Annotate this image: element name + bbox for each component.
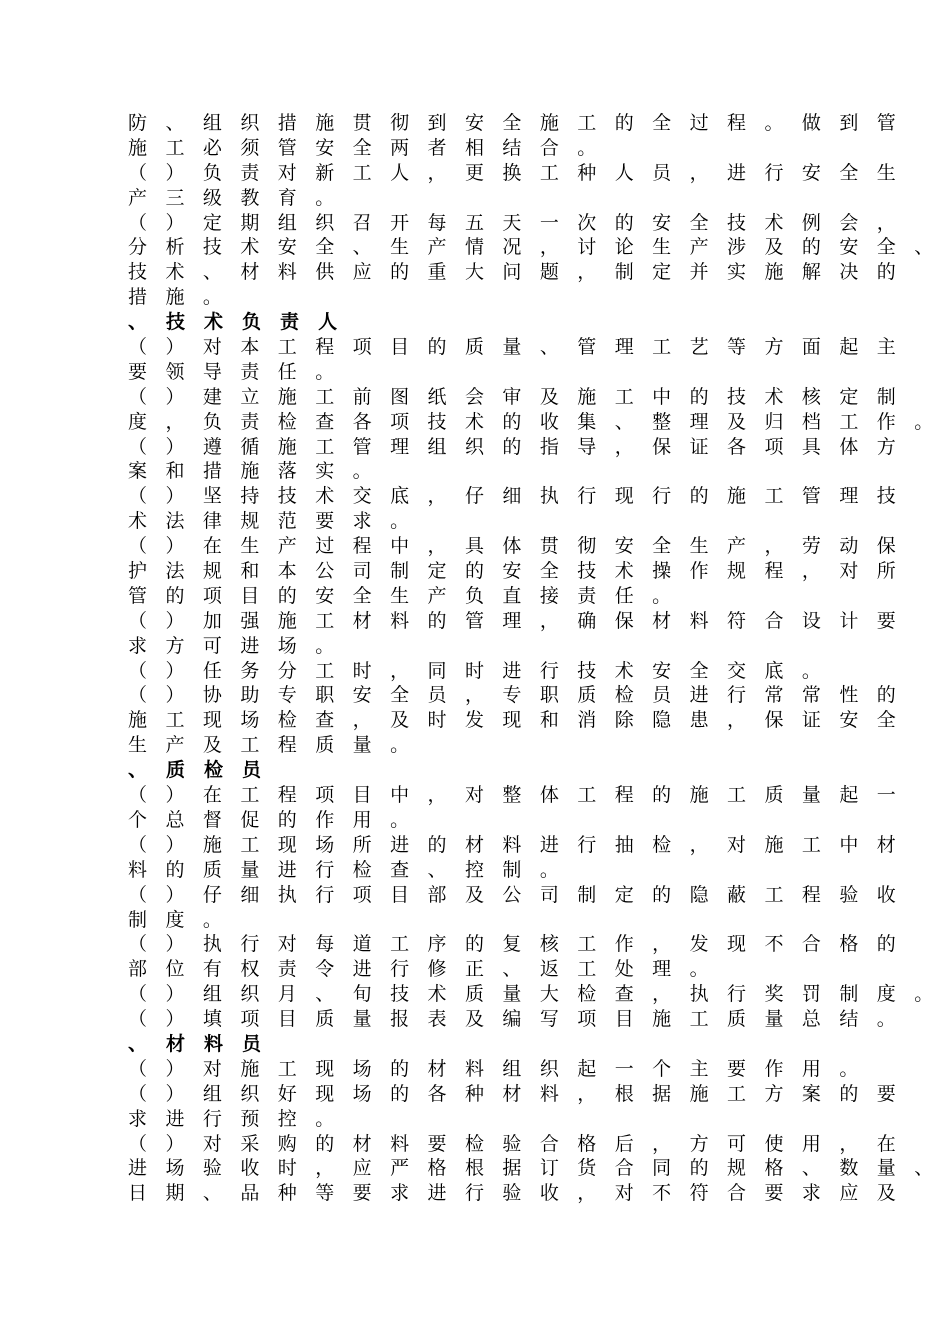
text-line: （ ） 执 行 对 每 道 工 序 的 复 核 工 作 ， 发 现 不 合 格 的 (128, 933, 902, 956)
text-line: 生 产 及 工 程 质 量 。 (128, 734, 416, 757)
text-line: 进 场 验 收 时 ， 应 严 格 根 据 订 货 合 同 的 规 格 、 数 量 、 (128, 1157, 940, 1180)
text-line: 求 方 可 进 场 。 (128, 634, 341, 657)
text-line: （ ） 在 生 产 过 程 中 ， 具 体 贯 彻 安 全 生 产 ， 劳 动 保 (128, 535, 902, 558)
section-heading: 、 材 料 员 (128, 1032, 268, 1055)
text-line: （ ） 组 织 好 现 场 的 各 种 材 料 ， 根 据 施 工 方 案 的 要 (128, 1082, 902, 1105)
text-line: 要 领 导 责 任 。 (128, 360, 341, 383)
text-line: 防 、 组 织 措 施 贯 彻 到 安 全 施 工 的 全 过 程 。 做 到 管 (128, 112, 902, 134)
text-line: （ ） 任 务 分 工 时 ， 同 时 进 行 技 术 安 全 交 底 。 (128, 659, 828, 682)
text-line: 料 的 质 量 进 行 检 查 、 控 制 。 (128, 858, 566, 881)
text-line: 个 总 督 促 的 作 用 。 (128, 808, 416, 831)
document-body (128, 111, 940, 1206)
text-line: （ ） 负 责 对 新 工 人 ， 更 换 工 种 人 员 ， 进 行 安 全 生 (128, 161, 902, 184)
text-line: （ ） 协 助 专 职 安 全 员 ， 专 职 质 检 员 进 行 常 常 性 的 (128, 684, 902, 707)
text-line: 技 术 、 材 料 供 应 的 重 大 问 题 ， 制 定 并 实 施 解 决 的 (128, 261, 902, 284)
text-line: （ ） 加 强 施 工 材 料 的 管 理 ， 确 保 材 料 符 合 设 计 要 (128, 609, 902, 632)
section-heading: 、 技 术 负 责 人 (128, 311, 344, 334)
text-line: 案 和 措 施 落 实 。 (128, 460, 378, 483)
text-line: 制 度 。 (128, 908, 229, 931)
text-line: 措 施 。 (128, 286, 229, 309)
text-line: （ ） 对 本 工 程 项 目 的 质 量 、 管 理 工 艺 等 方 面 起 主 (128, 336, 902, 359)
text-line: 产 三 级 教 育 。 (128, 186, 341, 209)
text-line: （ ） 组 织 月 、 旬 技 术 质 量 大 检 查 ， 执 行 奖 罚 制 度 。 (128, 983, 940, 1006)
text-line: 部 位 有 权 责 令 进 行 修 正 、 返 工 处 理 。 (128, 958, 715, 981)
text-line: （ ） 遵 循 施 工 管 理 组 织 的 指 导 ， 保 证 各 项 具 体 方 (128, 435, 902, 458)
text-line: （ ） 对 施 工 现 场 的 材 料 组 织 起 一 个 主 要 作 用 。 (128, 1057, 865, 1080)
text-line: 求 进 行 预 控 。 (128, 1107, 341, 1130)
text-line: （ ） 建 立 施 工 前 图 纸 会 审 及 施 工 中 的 技 术 核 定 制 (128, 385, 902, 408)
text-line: （ ） 在 工 程 项 目 中 ， 对 整 体 工 程 的 施 工 质 量 起 一 (128, 784, 902, 807)
text-line: 术 法 律 规 范 要 求 。 (128, 510, 416, 533)
text-line: 施 工 必 须 管 安 全 两 者 相 结 合 。 (128, 136, 603, 159)
text-line: （ ） 仔 细 执 行 项 目 部 及 公 司 制 定 的 隐 蔽 工 程 验 收 (128, 883, 902, 906)
text-line: 分 析 技 术 安 全 、 生 产 情 况 ， 讨 论 生 产 涉 及 的 安 全 、 (128, 236, 940, 259)
text-line: （ ） 坚 持 技 术 交 底 ， 仔 细 执 行 现 行 的 施 工 管 理 技 (128, 485, 902, 508)
text-line: （ ） 对 采 购 的 材 料 要 检 验 合 格 后 ， 方 可 使 用 ， 在 (128, 1132, 902, 1155)
text-line: 管 的 项 目 的 安 全 生 产 负 直 接 责 任 。 (128, 584, 678, 607)
text-line: 施 工 现 场 检 查 ， 及 时 发 现 和 消 除 隐 患 ， 保 证 安 全 (128, 709, 902, 732)
text-line: （ ） 施 工 现 场 所 进 的 材 料 进 行 抽 检 ， 对 施 工 中 材 (128, 833, 902, 856)
text-line: （ ） 填 项 目 质 量 报 表 及 编 写 项 目 施 工 质 量 总 结 。 (128, 1008, 902, 1031)
text-line: 度 ， 负 责 检 查 各 项 技 术 的 收 集 、 整 理 及 归 档 工 作 。 (128, 410, 940, 433)
text-line: 护 法 规 和 本 公 司 制 定 的 安 全 技 术 操 作 规 程 ， 对 所 (128, 560, 902, 583)
text-line: （ ） 定 期 组 织 召 开 每 五 天 一 次 的 安 全 技 术 例 会 ， (128, 211, 902, 234)
section-heading: 、 质 检 员 (128, 759, 268, 782)
text-line: 日 期 、 品 种 等 要 求 进 行 验 收 ， 对 不 符 合 要 求 应 及 (128, 1182, 902, 1205)
